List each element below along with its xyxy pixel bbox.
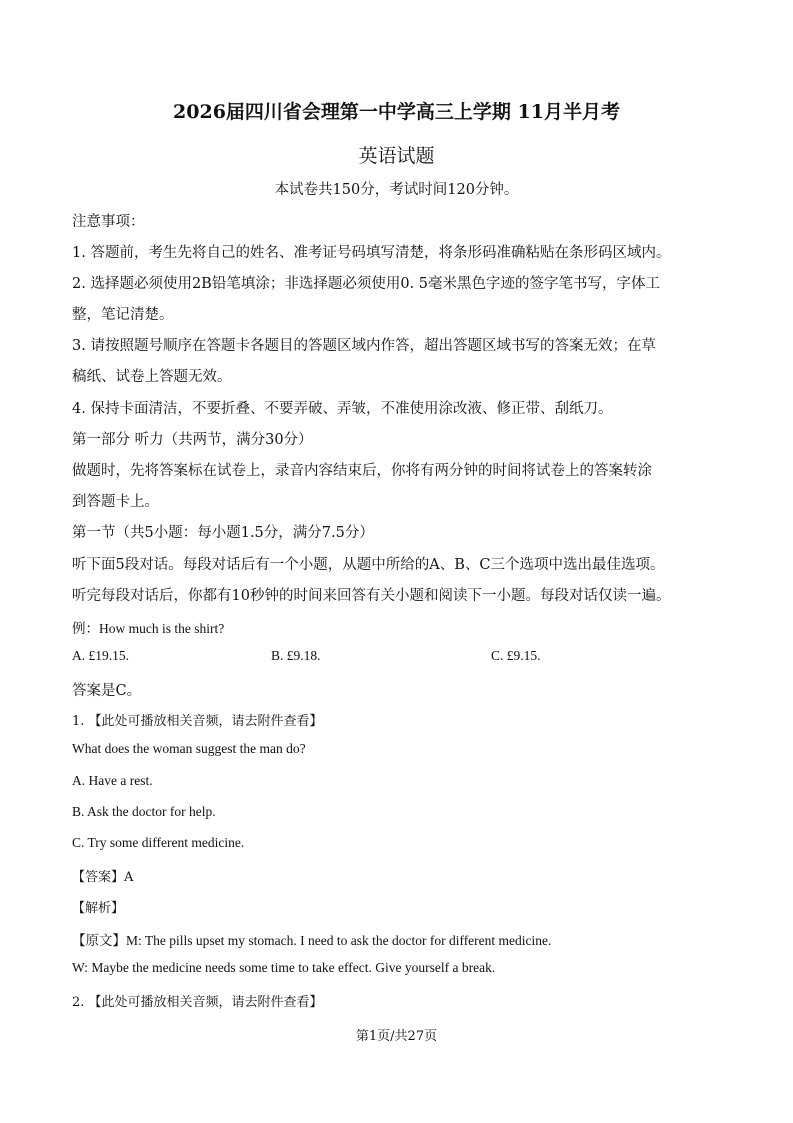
part1-instruction-line-2: 到答题卡上。 <box>72 494 159 510</box>
exam-subtitle: 英语试题 <box>358 145 435 167</box>
q1-transcript-line-1: 【原文】M: The pills upset my stomach. I need to ask the doctor for different medicine. <box>72 933 552 948</box>
exam-title: 2026届四川省会理第一中学高三上学期 11月半月考 <box>173 101 620 123</box>
q1-option-b: B. Ask the doctor for help. <box>72 804 216 819</box>
section1-instruction-line-2: 听完每段对话后，你都有10秒钟的时间来回答有关小题和阅读下一小题。每段对话仅读一遍。 <box>72 588 671 604</box>
part1-heading: 第一部分 听力（共两节，满分30分） <box>72 432 313 448</box>
part1-instruction-line-1: 做题时，先将答案标在试卷上，录音内容结束后，你将有两分钟的时间将试卷上的答案转涂 <box>72 463 652 479</box>
section1-heading: 第一节（共5小题：每小题1.5分，满分7.5分） <box>72 525 374 541</box>
q2-audio-note: 2. 【此处可播放相关音频，请去附件查看】 <box>72 995 323 1010</box>
note-item-3-line-2: 稿纸、试卷上答题无效。 <box>72 369 232 385</box>
q1-transcript-line-2: W: Maybe the medicine needs some time to take effect. Give yourself a break. <box>72 960 496 975</box>
note-item-3-line-1: 3. 请按照题号顺序在答题卡各题目的答题区域内作答，超出答题区域书写的答案无效；在草 <box>72 338 656 354</box>
example-answer: 答案是C。 <box>72 683 142 699</box>
q1-option-c: C. Try some different medicine. <box>72 835 245 850</box>
q1-audio-note: 1. 【此处可播放相关音频，请去附件查看】 <box>72 714 323 729</box>
section1-instruction-line-1: 听下面5段对话。每段对话后有一个小题，从题中所给的A、B、C三个选项中选出最佳选项。 <box>72 557 665 573</box>
notes-heading: 注意事项： <box>72 214 145 230</box>
exam-intro: 本试卷共150分，考试时间120分钟。 <box>274 182 519 198</box>
note-item-1: 1. 答题前，考生先将自己的姓名、准考证号码填写清楚，将条形码准确粘贴在条形码区域内。 <box>72 245 671 261</box>
note-item-4: 4. 保持卡面清洁，不要折叠、不要弄破、弄皱，不准使用涂改液、修正带、刮纸刀。 <box>72 401 613 417</box>
example-question: 例：How much is the shirt? <box>72 621 225 636</box>
q1-analysis-label: 【解析】 <box>72 901 125 916</box>
example-option-c: C. £9.15. <box>491 648 541 663</box>
page-footer: 第1页/共27页 <box>355 1029 438 1044</box>
example-option-b: B. £9.18. <box>271 648 321 663</box>
note-item-2-line-2: 整，笔记清楚。 <box>72 307 174 323</box>
q1-question: What does the woman suggest the man do? <box>72 741 306 756</box>
note-item-2-line-1: 2. 选择题必须使用2B铅笔填涂；非选择题必须使用0. 5毫米黑色字迹的签字笔书写，字体工 <box>72 276 660 292</box>
example-option-a: A. £19.15. <box>72 648 129 663</box>
q1-answer: 【答案】A <box>72 870 134 885</box>
q1-option-a: A. Have a rest. <box>72 773 153 788</box>
